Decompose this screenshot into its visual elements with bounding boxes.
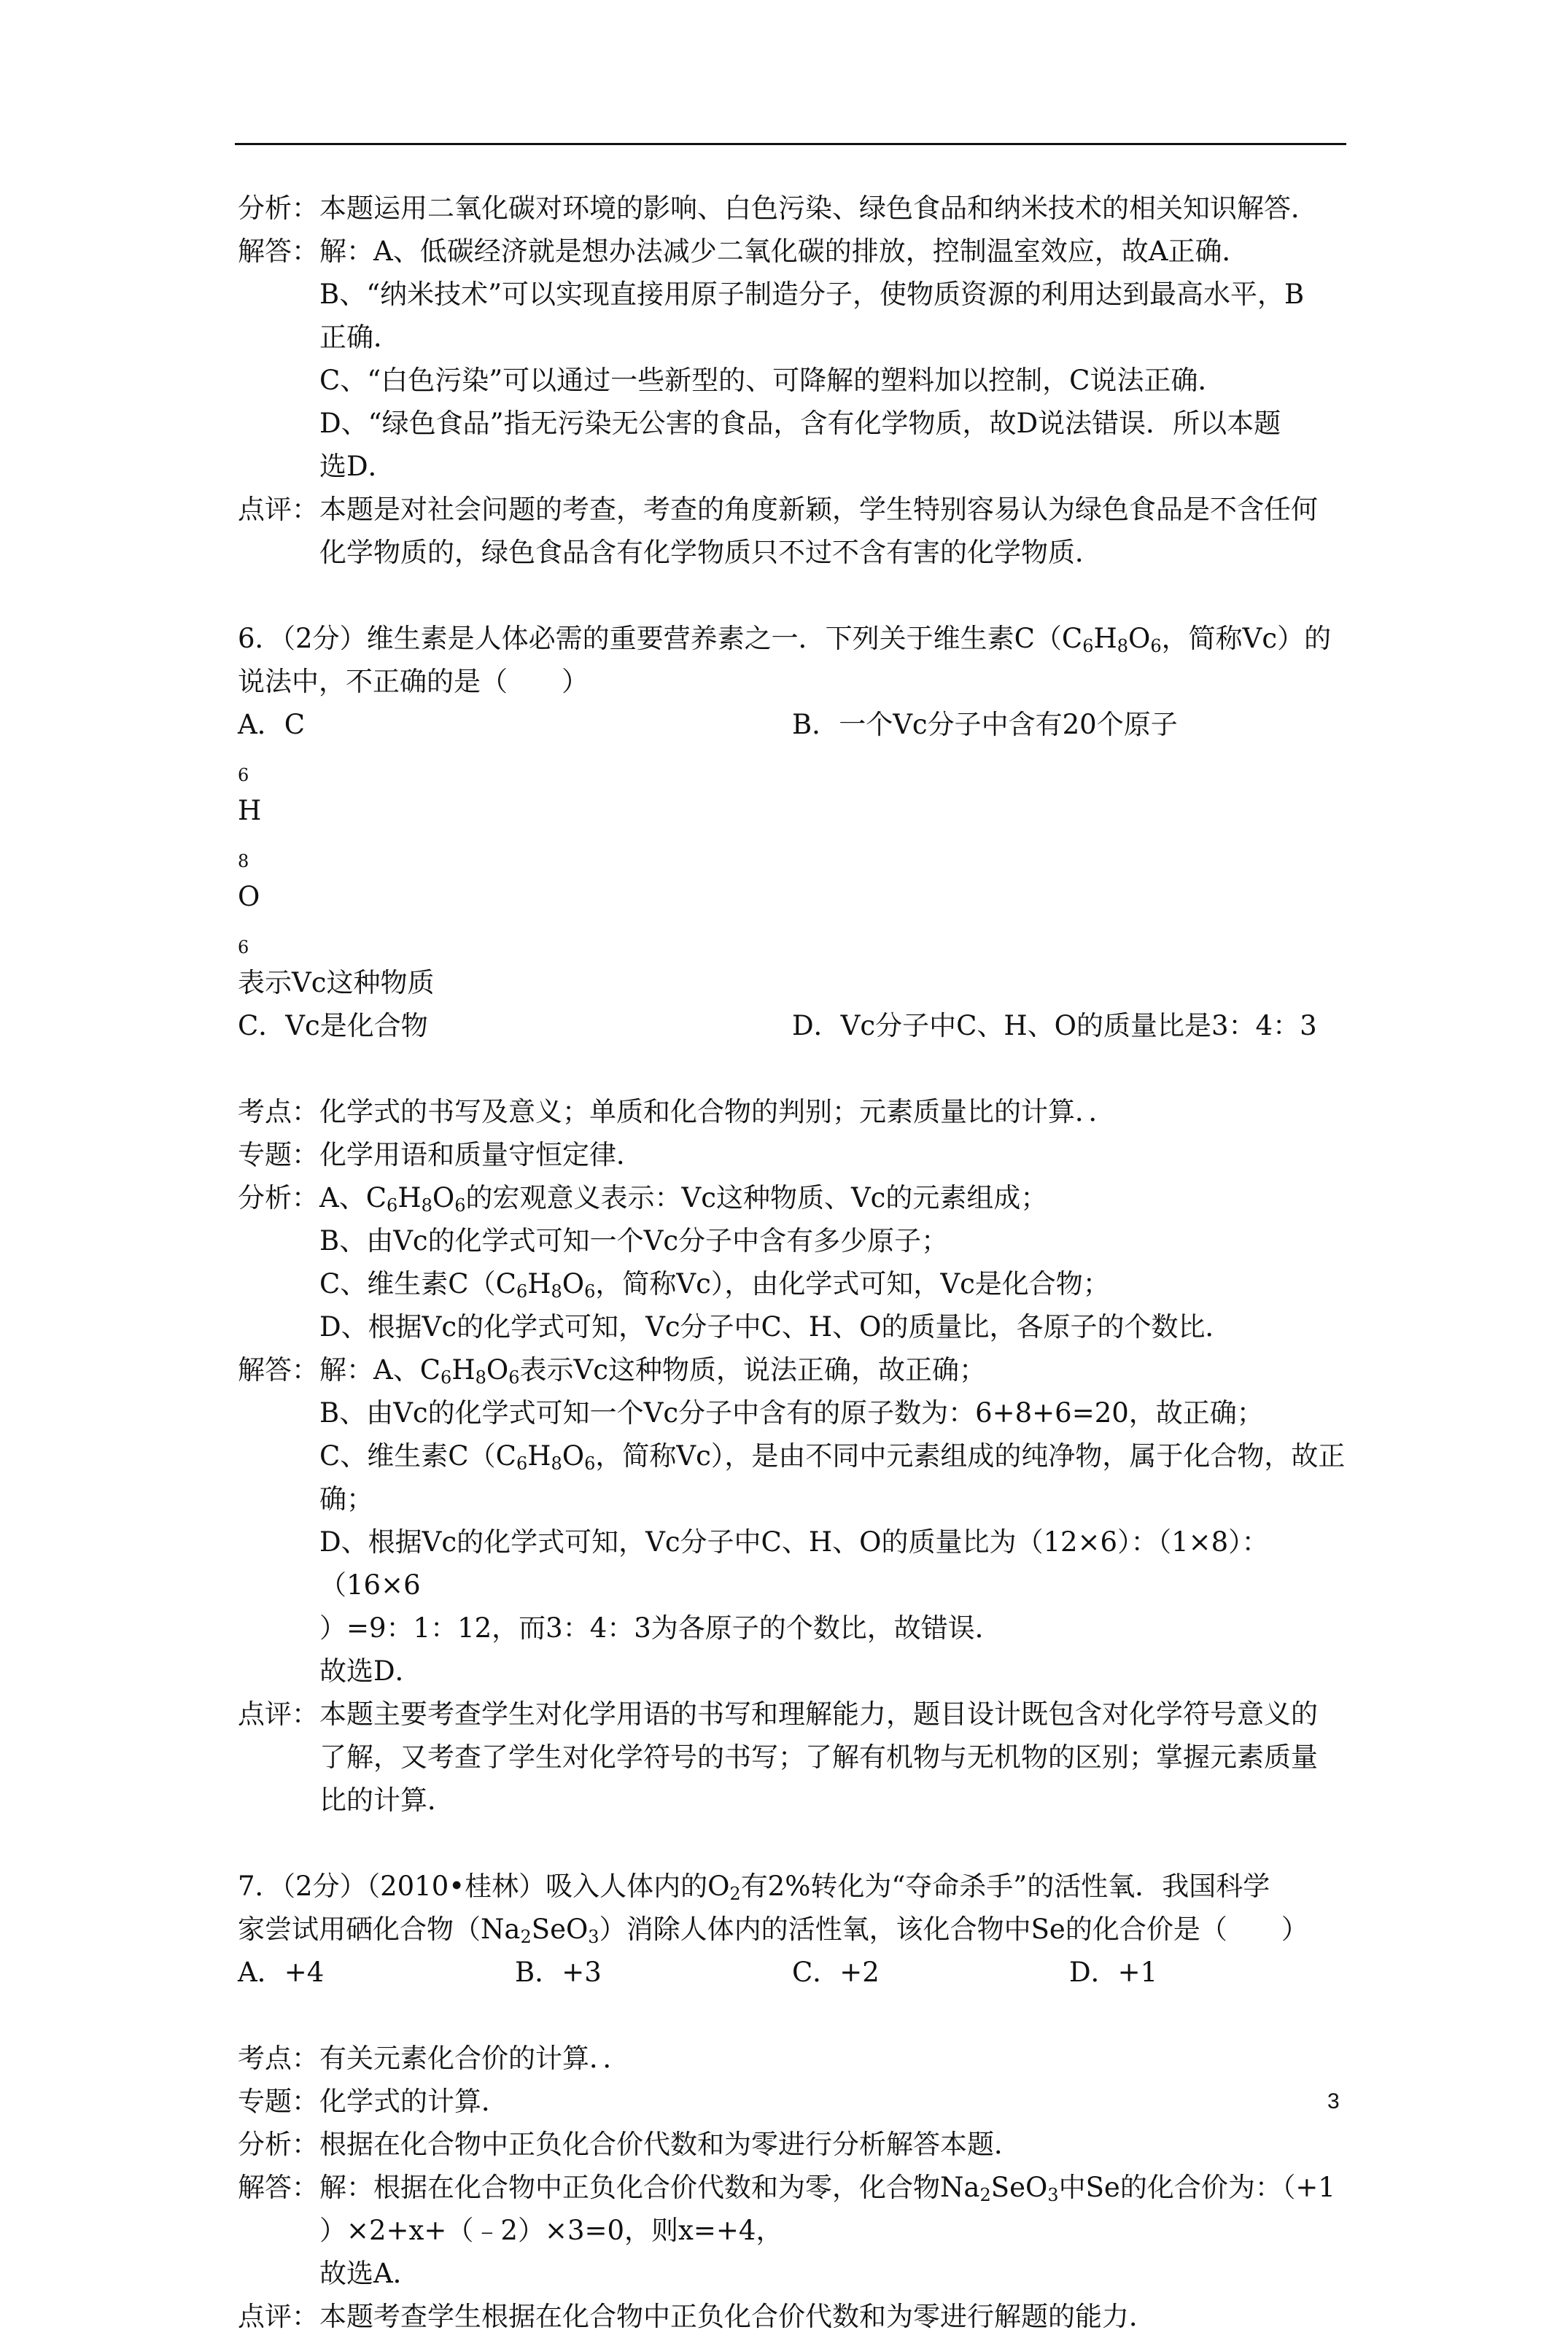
q6-topic bbox=[238, 1133, 1346, 1176]
answer-label: 解答： bbox=[238, 236, 319, 267]
q7-topic bbox=[238, 2080, 1346, 2123]
comment-label: 点评： bbox=[238, 494, 319, 525]
comment-line: 比的计算． bbox=[319, 1784, 454, 1816]
option-c: C．+2 bbox=[792, 1957, 880, 1988]
option-a: A．C $_6$ H $_8$ O $_6$ 表示Vc这种物质 bbox=[238, 709, 435, 998]
answer-line: 解：A、低碳经济就是想办法减少二氧化碳的排放，控制温室效应，故A正确． bbox=[319, 236, 1249, 267]
answer-line: D、根据Vc的化学式可知，Vc分子中C、H、O的质量比为（12×6）：（1×8）：（16×6 bbox=[319, 1526, 1269, 1601]
analysis-line: B、由Vc的化学式可知一个Vc分子中含有多少原子； bbox=[319, 1225, 949, 1257]
comment-line: 本题主要考查学生对化学用语的书写和理解能力，题目设计既包含对化学符号意义的 bbox=[319, 1698, 1318, 1730]
option-b: B．+3 bbox=[515, 1957, 602, 1988]
q7-stem bbox=[238, 1865, 1346, 1951]
q6-point bbox=[238, 1090, 1346, 1133]
answer-line: 解：A、$C_6H_8O_6$表示Vc这种物质，说法正确，故正确； bbox=[319, 1354, 986, 1388]
option-b: B．一个Vc分子中含有20个原子 bbox=[792, 709, 1178, 740]
q5-answer bbox=[238, 230, 1346, 488]
analysis-line: C、维生素$C(C_6H_8O_6$，简称Vc），由化学式可知，Vc是化合物； bbox=[319, 1268, 1110, 1302]
answer-line: 解：根据在化合物中正负化合价代数和为零，化合物$Na_2SeO_3$中Se的化合价为：（+1 bbox=[319, 2172, 1335, 2205]
comment-label: 点评： bbox=[238, 1698, 319, 1730]
answer-line: 确； bbox=[319, 1483, 373, 1515]
topic-label: 专题： bbox=[238, 2086, 319, 2117]
answer-line: 故选A． bbox=[319, 2258, 420, 2289]
q7-options bbox=[238, 1951, 1346, 1994]
header-rule bbox=[235, 143, 1346, 145]
q6-options-row-1 bbox=[238, 703, 1346, 1004]
comment-line: 化学物质的，绿色食品含有化学物质只不过不含有害的化学物质． bbox=[319, 537, 1102, 568]
answer-line: C、维生素$C(C_6H_8O_6$，简称Vc），是由不同中元素组成的纯净物，属于化合物，故正 bbox=[319, 1440, 1346, 1474]
option-d: D．+1 bbox=[1069, 1957, 1158, 1988]
q6-stem-line-1: 6．（2分）维生素是人体必需的重要营养素之一．下列关于维生素$C(C_6H_8O_6$，简称Vc）的 bbox=[238, 623, 1332, 656]
comment-line: 本题是对社会问题的考查，考查的角度新颖，学生特别容易认为绿色食品是不含任何 bbox=[319, 494, 1318, 525]
answer-line: ）×2+x+（﹣2）×3=0，则x=+4， bbox=[319, 2215, 783, 2246]
q7-answer bbox=[238, 2166, 1346, 2295]
q6-analysis bbox=[238, 1176, 1346, 1348]
analysis-line: D、根据Vc的化学式可知，Vc分子中C、H、O的质量比，各原子的个数比． bbox=[319, 1311, 1233, 1343]
point-label: 考点： bbox=[238, 1096, 319, 1127]
point-text: 化学式的书写及意义；单质和化合物的判别；元素质量比的计算．． bbox=[319, 1096, 1116, 1127]
answer-line: B、“纳米技术”可以实现直接用原子制造分子，使物质资源的利用达到最高水平，B bbox=[319, 279, 1305, 310]
answer-line: 故选D． bbox=[319, 1655, 422, 1687]
comment-text: 本题考查学生根据在化合物中正负化合价代数和为零进行解题的能力． bbox=[319, 2301, 1156, 2332]
q7-stem-line-2: 家尝试用硒化合物$(Na_2SeO_3)$消除人体内的活性氧，该化合物中Se的化合价是（ ） bbox=[238, 1914, 1308, 1947]
q7-comment bbox=[238, 2295, 1346, 2338]
answer-line: C、“白色污染”可以通过一些新型的、可降解的塑料加以控制，C说法正确． bbox=[319, 365, 1225, 396]
topic-text: 化学式的计算． bbox=[319, 2086, 508, 2117]
q6-stem bbox=[238, 617, 1346, 703]
option-a: A．+4 bbox=[238, 1957, 325, 1988]
topic-text: 化学用语和质量守恒定律． bbox=[319, 1139, 643, 1170]
q7-analysis bbox=[238, 2123, 1346, 2166]
q7-point bbox=[238, 2037, 1346, 2080]
q5-analysis bbox=[238, 187, 1346, 230]
q6-stem-line-2: 说法中，不正确的是（ ） bbox=[238, 666, 589, 697]
q6-options-row-2 bbox=[238, 1004, 1346, 1047]
analysis-label: 分析： bbox=[238, 2129, 319, 2160]
topic-label: 专题： bbox=[238, 1139, 319, 1170]
q5-comment bbox=[238, 488, 1346, 574]
answer-line: 选D． bbox=[319, 451, 395, 482]
page-number: 3 bbox=[1327, 2089, 1340, 2113]
option-d: D．Vc分子中C、H、O的质量比是3：4：3 bbox=[792, 1010, 1317, 1041]
analysis-label: 分析： bbox=[238, 193, 319, 224]
point-text: 有关元素化合价的计算．． bbox=[319, 2043, 630, 2074]
point-label: 考点： bbox=[238, 2043, 319, 2074]
answer-label: 解答： bbox=[238, 1354, 319, 1386]
option-c: C．Vc是化合物 bbox=[238, 1010, 428, 1041]
analysis-text: 根据在化合物中正负化合价代数和为零进行分析解答本题． bbox=[319, 2129, 1021, 2160]
q7-stem-line-1: 7．（2分）（2010•桂林）吸入人体内的$O_2$有2%转化为“夺命杀手”的活性氧．我国科学 bbox=[238, 1871, 1270, 1904]
answer-line: B、由Vc的化学式可知一个Vc分子中含有的原子数为：6+8+6=20，故正确； bbox=[319, 1397, 1264, 1429]
answer-line: 正确． bbox=[319, 322, 400, 353]
q6-comment bbox=[238, 1693, 1346, 1822]
answer-label: 解答： bbox=[238, 2172, 319, 2203]
answer-line: ）=9：1：12，而3：4：3为各原子的个数比，故错误． bbox=[319, 1612, 1002, 1644]
analysis-text: 本题运用二氧化碳对环境的影响、白色污染、绿色食品和纳米技术的相关知识解答． bbox=[319, 193, 1318, 224]
comment-label: 点评： bbox=[238, 2301, 319, 2332]
document-page bbox=[238, 187, 1346, 2338]
comment-line: 了解，又考查了学生对化学符号的书写；了解有机物与无机物的区别；掌握元素质量 bbox=[319, 1741, 1318, 1773]
analysis-line: A、$C_6H_8O_6$的宏观意义表示：Vc这种物质、Vc的元素组成； bbox=[319, 1182, 1048, 1216]
answer-line: D、“绿色食品”指无污染无公害的食品，含有化学物质，故D说法错误．所以本题 bbox=[319, 408, 1281, 439]
analysis-label: 分析： bbox=[238, 1182, 319, 1213]
q6-answer bbox=[238, 1348, 1346, 1693]
